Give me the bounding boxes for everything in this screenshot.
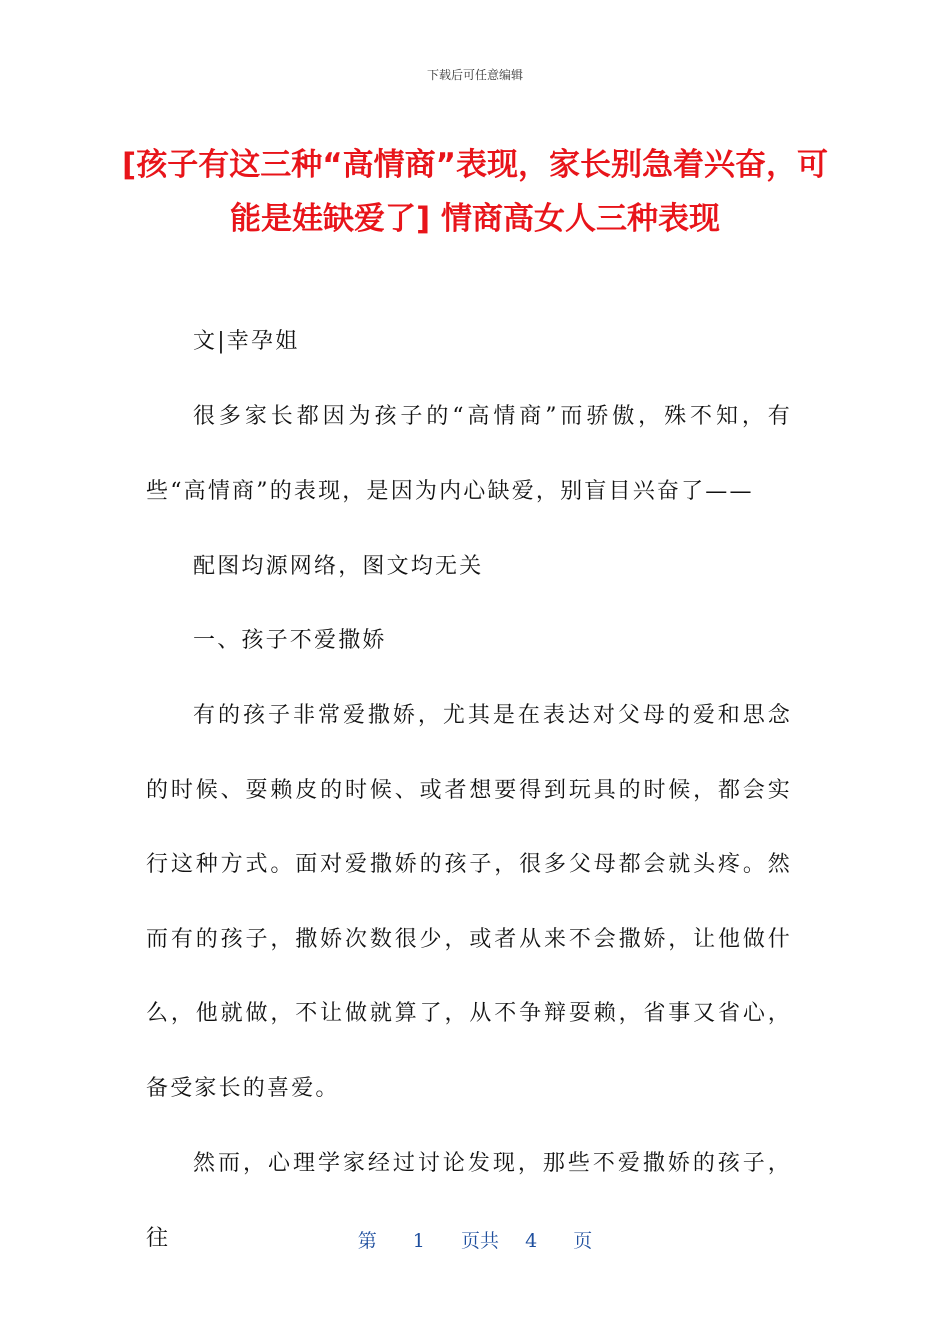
footer-page-mid: 页共 (460, 1230, 499, 1252)
body-paragraph-2: 然而，心理学家经过讨论发现，那些不爱撒娇的孩子，往 (146, 1151, 792, 1251)
footer-page-suffix: 页 (573, 1230, 593, 1252)
footer-page-prefix: 第 (357, 1230, 377, 1252)
footer-page-number: 1 (412, 1230, 425, 1252)
author-line: 文|幸孕姐 (193, 329, 300, 354)
footer-total-pages: 4 (525, 1230, 538, 1252)
image-note-paragraph: 配图均源网络，图文均无关 (193, 554, 484, 579)
section-heading-1: 一、孩子不爱撒娇 (193, 628, 387, 653)
body-paragraph-1: 有的孩子非常爱撒娇，尤其是在表达对父母的爱和思念的时候、耍赖皮的时候、或者想要得到玩具的时候，都会实行这种方式。面对爱撒娇的孩子，很多父母都会就头疼。然而有的孩子，撒娇次数很少，或者从来不会撒娇，让他做什么，他就做，不让做就算了，从不争辩耍赖，省事又省心，备受家长的喜爱。 (146, 703, 792, 1101)
page-header-note: 下载后可任意编辑 (426, 68, 523, 82)
intro-paragraph: 很多家长都因为孩子的“高情商”而骄傲，殊不知，有些“高情商”的表现，是因为内心缺爱，别盲目兴奋了—— (146, 404, 792, 504)
page-footer (0, 1226, 950, 1253)
document-title: [孩子有这三种“高情商”表现，家长别急着兴奋，可能是娃缺爱了] 情商高女人三种表现 (122, 147, 828, 237)
